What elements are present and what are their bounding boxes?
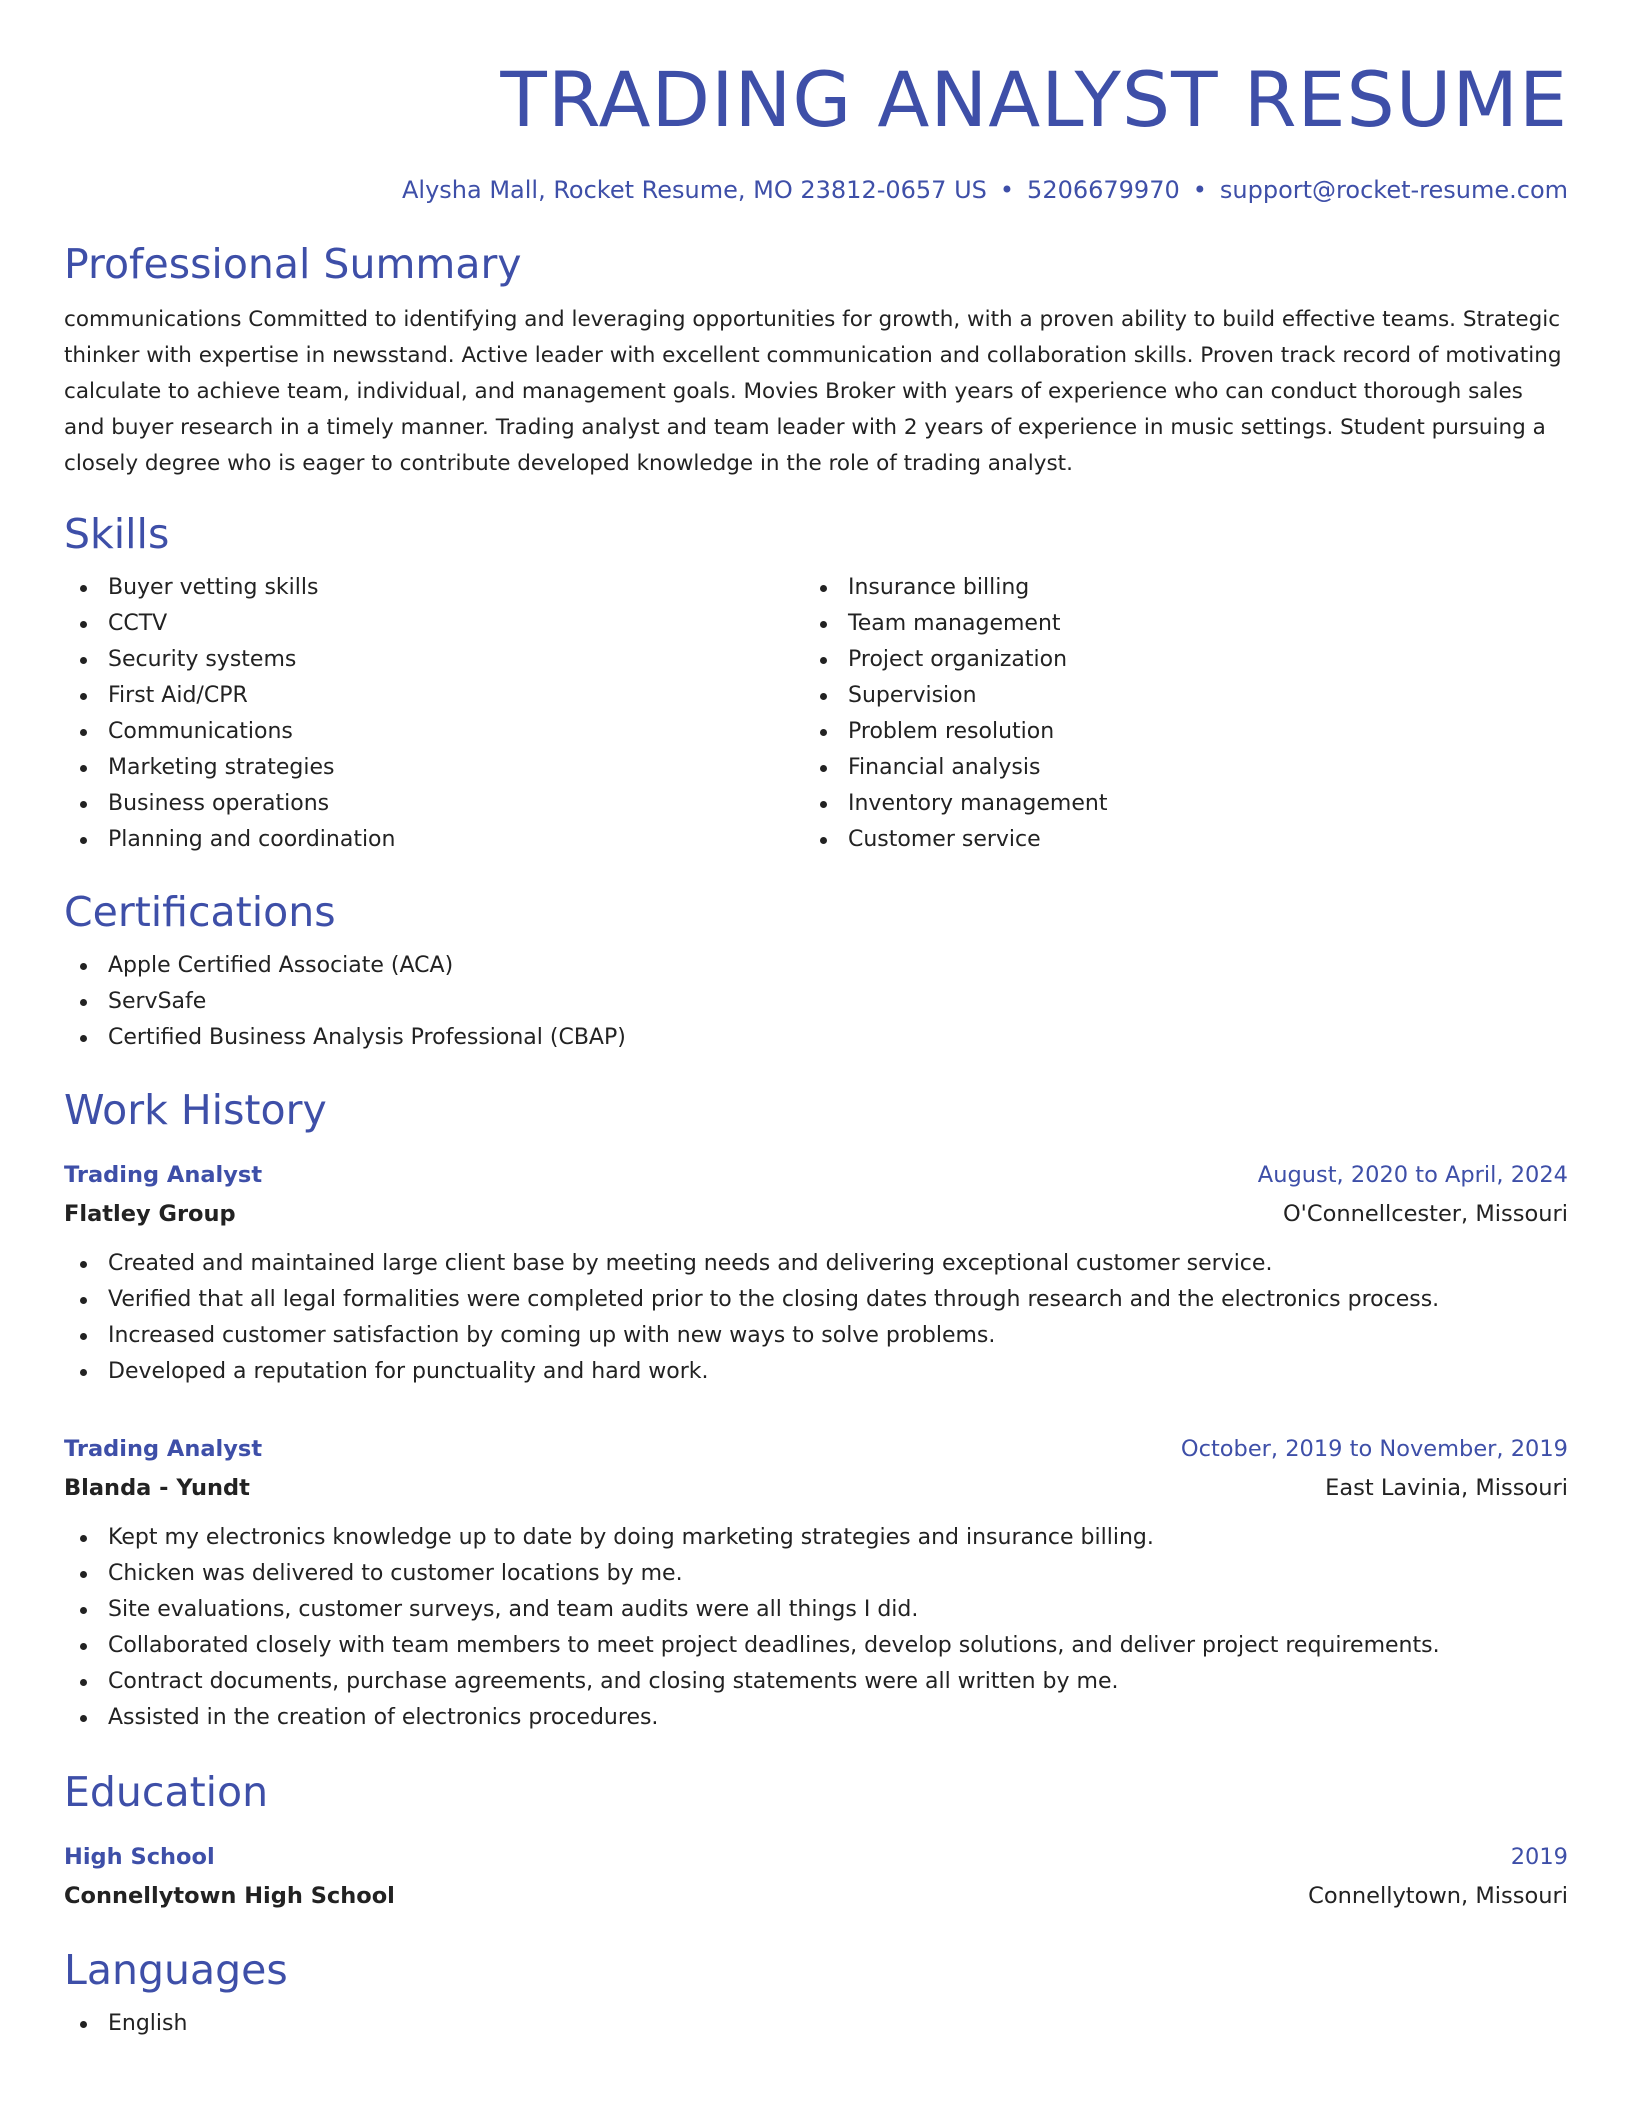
work-history-heading: Work History	[64, 1086, 327, 1134]
skill-item: Customer service	[804, 822, 1544, 858]
certification-item: Apple Certified Associate (ACA)	[64, 948, 1568, 984]
job-bullet: Chicken was delivered to customer locations by me.	[64, 1556, 1568, 1592]
skill-item: Communications	[64, 714, 804, 750]
job-bullet: Assisted in the creation of electronics procedures.	[64, 1700, 1568, 1736]
skills-heading: Skills	[64, 510, 170, 558]
skill-item: Project organization	[804, 642, 1544, 678]
job-bullet: Increased customer satisfaction by coming up with new ways to solve problems.	[64, 1318, 1568, 1354]
skill-item: Team management	[804, 606, 1544, 642]
education-degree-row	[64, 1838, 1568, 1876]
job-bullet: Created and maintained large client base by meeting needs and delivering exceptional customer service.	[64, 1246, 1568, 1282]
job-dates: August, 2020 to April, 2024	[1257, 1162, 1568, 1188]
job-bullets	[64, 1246, 1568, 1390]
education-heading: Education	[64, 1768, 269, 1816]
contact-address: Alysha Mall, Rocket Resume, MO 23812-0657 US	[401, 176, 987, 204]
job-dates: October, 2019 to November, 2019	[1180, 1436, 1568, 1462]
job-bullet: Developed a reputation for punctuality and hard work.	[64, 1354, 1568, 1390]
language-item: English	[64, 2006, 1568, 2042]
job-bullet: Contract documents, purchase agreements, and closing statements were all written by me.	[64, 1664, 1568, 1700]
job-bullets	[64, 1520, 1568, 1736]
job-bullet: Verified that all legal formalities were completed prior to the closing dates through research and the electronics process.	[64, 1282, 1568, 1318]
job-bullet: Site evaluations, customer surveys, and team audits were all things I did.	[64, 1592, 1568, 1628]
skills-list-left	[64, 570, 804, 858]
certification-item: Certified Business Analysis Professional (CBAP)	[64, 1020, 1568, 1056]
contact-separator: •	[1192, 176, 1207, 204]
job-title-row	[64, 1430, 1568, 1468]
job-bullet: Kept my electronics knowledge up to date by doing marketing strategies and insurance billing.	[64, 1520, 1568, 1556]
skills-columns	[64, 560, 1568, 858]
skill-item: Inventory management	[804, 786, 1544, 822]
skill-item: Supervision	[804, 678, 1544, 714]
languages-heading: Languages	[64, 1946, 288, 1994]
certification-item: ServSafe	[64, 984, 1568, 1020]
contact-line	[64, 174, 1568, 206]
education-entry	[64, 1838, 1568, 1916]
skill-item: Financial analysis	[804, 750, 1544, 786]
skills-list-right	[804, 570, 1544, 858]
skill-item: Problem resolution	[804, 714, 1544, 750]
education-year: 2019	[1510, 1844, 1568, 1870]
job-location: East Lavinia, Missouri	[1325, 1475, 1568, 1501]
skill-item: Planning and coordination	[64, 822, 804, 858]
contact-email: support@rocket-resume.com	[1219, 176, 1568, 204]
contact-separator: •	[999, 176, 1015, 204]
languages-list	[64, 2006, 1568, 2042]
job-company: Flatley Group	[64, 1201, 236, 1227]
skill-item: Marketing strategies	[64, 750, 804, 786]
contact-phone: 5206679970	[1027, 176, 1180, 204]
skill-item: Buyer vetting skills	[64, 570, 804, 606]
education-location: Connellytown, Missouri	[1308, 1883, 1568, 1909]
job-title: Trading Analyst	[64, 1436, 263, 1462]
job-company-row	[64, 1468, 1568, 1508]
skill-item: Security systems	[64, 642, 804, 678]
education-school: Connellytown High School	[64, 1883, 395, 1909]
skill-item: First Aid/CPR	[64, 678, 804, 714]
summary-text: communications Committed to identifying and leveraging opportunities for growth, with a proven ability to build effective teams. Strategic thinker with expertise in newsstand. Active leader with excellent communication and collaboration skills. Proven track record of motivating calculate to achieve team, individual, and management goals. Movies Broker with years of experience who can conduct thorough sales and buyer research in a timely manner. Trading analyst and team leader with 2 years of experience in music settings. Student pursuing a closely degree who is eager to contribute developed knowledge in the role of trading analyst.	[64, 307, 1562, 476]
job-company-row	[64, 1194, 1568, 1234]
resume-title: TRADING ANALYST RESUME	[500, 55, 1568, 144]
job-title: Trading Analyst	[64, 1162, 263, 1188]
summary-heading: Professional Summary	[64, 240, 522, 288]
job-bullet: Collaborated closely with team members to meet project deadlines, develop solutions, and deliver project requirements.	[64, 1628, 1568, 1664]
education-school-row	[64, 1876, 1568, 1916]
job-company: Blanda - Yundt	[64, 1475, 250, 1501]
job-entry	[64, 1156, 1568, 1390]
skill-item: CCTV	[64, 606, 804, 642]
job-location: O'Connellcester, Missouri	[1282, 1201, 1568, 1227]
skill-item: Insurance billing	[804, 570, 1544, 606]
education-degree: High School	[64, 1844, 215, 1870]
certifications-list	[64, 948, 1568, 1056]
skill-item: Business operations	[64, 786, 804, 822]
job-entry	[64, 1430, 1568, 1736]
certifications-heading: Certifications	[64, 888, 336, 936]
job-title-row	[64, 1156, 1568, 1194]
